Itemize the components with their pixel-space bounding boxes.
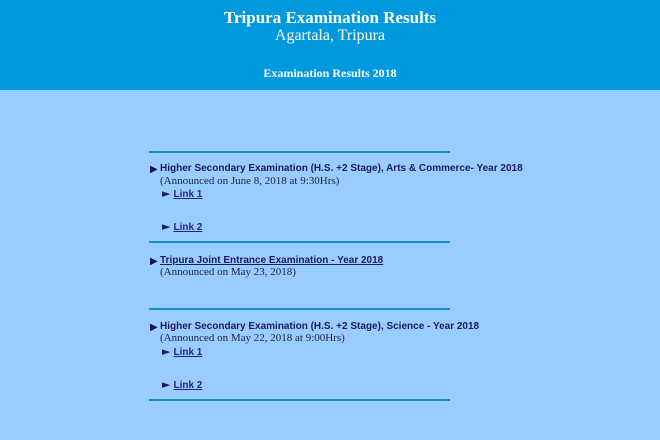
site-subtitle: Agartala, Tripura <box>274 27 386 44</box>
link-2-arts-commerce[interactable]: Link 2 <box>173 222 203 233</box>
triangle-right-icon: ► <box>162 187 171 200</box>
entry-announcement: (Announced on May 22, 2018 at 9:00Hrs) <box>160 332 345 344</box>
page-header <box>0 0 660 90</box>
entry-announcement: (Announced on May 23, 2018) <box>160 266 296 278</box>
sub-link-row <box>162 220 202 233</box>
triangle-right-icon: ▶ <box>150 164 158 175</box>
divider <box>149 308 450 310</box>
entry-announcement: (Announced on June 8, 2018 at 9:30Hrs) <box>160 175 340 187</box>
site-title: Tripura Examination Results <box>223 8 437 27</box>
sub-link-row <box>162 378 202 391</box>
link-2-science[interactable]: Link 2 <box>173 380 203 391</box>
triangle-right-icon: ► <box>162 378 171 391</box>
divider <box>149 399 450 401</box>
triangle-right-icon: ▶ <box>150 256 158 267</box>
divider <box>149 241 450 243</box>
triangle-right-icon: ► <box>162 345 171 358</box>
entry-title-tjee-link[interactable]: Tripura Joint Entrance Examination - Year 2018 <box>160 255 384 266</box>
entry-title-hs-science: Higher Secondary Examination (H.S. +2 Stage), Science - Year 2018 <box>160 321 480 332</box>
triangle-right-icon: ▶ <box>150 322 158 333</box>
sub-link-row <box>162 187 202 200</box>
link-1-science[interactable]: Link 1 <box>173 347 203 358</box>
divider <box>149 151 450 153</box>
link-1-arts-commerce[interactable]: Link 1 <box>173 189 203 200</box>
section-title: Examination Results 2018 <box>263 66 397 80</box>
triangle-right-icon: ► <box>162 220 171 233</box>
entry-title-hs-arts-commerce: Higher Secondary Examination (H.S. +2 Stage), Arts & Commerce- Year 2018 <box>160 163 523 174</box>
sub-link-row <box>162 345 202 358</box>
